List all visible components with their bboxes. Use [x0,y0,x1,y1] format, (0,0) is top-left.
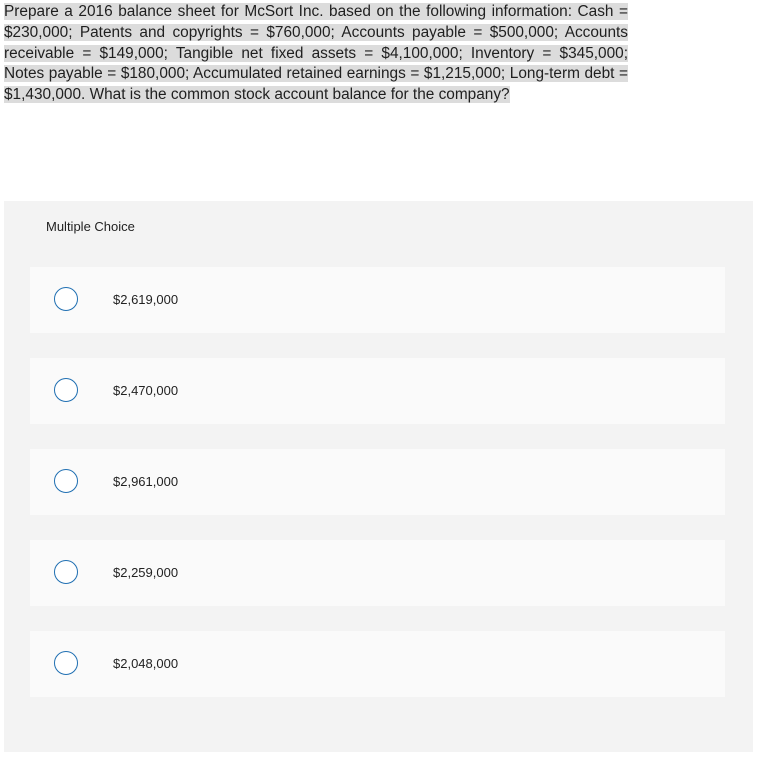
choice-option-2[interactable] [30,358,725,424]
choice-label: $2,259,000 [113,565,179,580]
radio-button-icon[interactable] [54,560,78,584]
choice-label: $2,470,000 [113,383,179,398]
radio-button-icon[interactable] [54,287,78,311]
choice-label: $2,961,000 [113,474,179,489]
choice-label: $2,619,000 [113,292,179,307]
radio-button-icon[interactable] [54,651,78,675]
multiple-choice-header: Multiple Choice [46,219,135,234]
choice-option-4[interactable] [30,540,725,606]
radio-button-icon[interactable] [54,469,78,493]
question-text: Prepare a 2016 balance sheet for McSort Inc. based on the following information: Cash = $230,000; Patents and copyrights = $760,000; Accounts payable = $500,000; Accounts receivable = $149,000; Tangible net fixed assets = $4,100,000; Inventory = $345,000; Notes payable = $180,000; Accumulated retained earnings = $1,215,000; Long-term debt = $1,430,000. What is the common stock account balance for the company? [4,3,628,104]
question-prompt [4,2,628,106]
choice-option-3[interactable] [30,449,725,515]
multiple-choice-panel [4,201,753,752]
radio-button-icon[interactable] [54,378,78,402]
choice-option-1[interactable] [30,267,725,333]
choice-label: $2,048,000 [113,656,179,671]
choice-option-5[interactable] [30,631,725,697]
